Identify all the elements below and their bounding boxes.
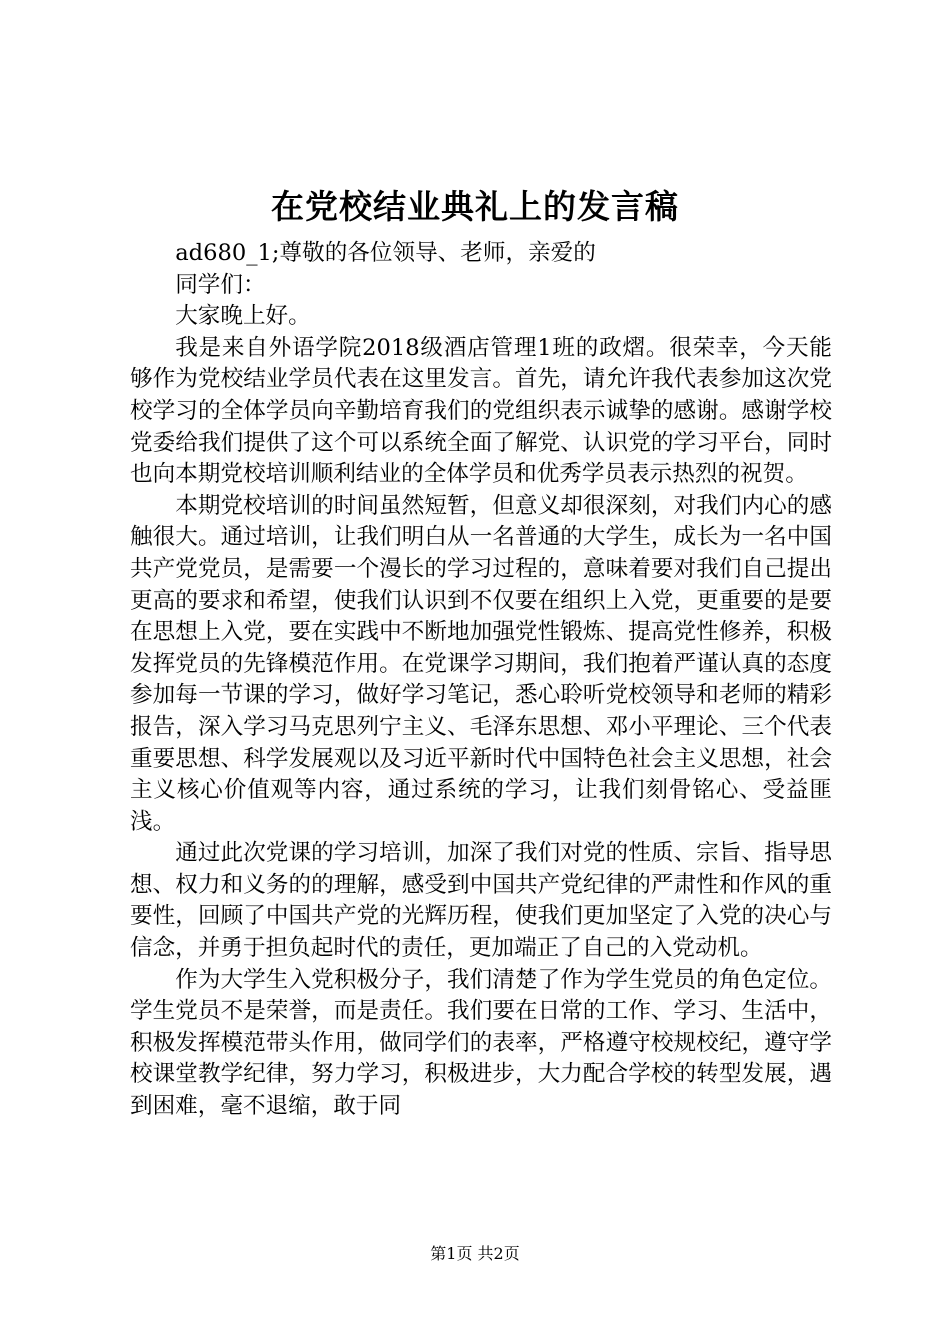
salutation-line-2: 同学们： — [175, 271, 266, 298]
salutation-line-1: ad680_1;尊敬的各位领导、老师，亲爱的 — [175, 240, 596, 266]
body-paragraph: 本期党校培训的时间虽然短暂，但意义却很深刻，对我们内心的感触很大。通过培训，让我们明白从一名普通的大学生，成长为一名中国共产党党员，是需要一个漫长的学习过程的，意味着要对我们自己提出更高的要求和希望，使我们认识到不仅要在组织上入党，更重要的是要在思想上入党，要在实践中不断地加强党性锻炼、提高党性修养，积极发挥党员的先锋模范作用。在党课学习期间，我们抱着严谨认真的态度参加每一节课的学习，做好学习笔记，悉心聆听党校领导和老师的精彩报告，深入学习马克思列宁主义、毛泽东思想、邓小平理论、三个代表重要思想、科学发展观以及习近平新时代中国特色社会主义思想，社会主义核心价值观等内容，通过系统的学习，让我们刻骨铭心、受益匪浅。 — [130, 492, 832, 835]
body-paragraph: 通过此次党课的学习培训，加深了我们对党的性质、宗旨、指导思想、权力和义务的的理解，感受到中国共产党纪律的严肃性和作风的重要性，回顾了中国共产党的光辉历程，使我们更加坚定了入党的决心与信念，并勇于担负起时代的责任，更加端正了自己的入党动机。 — [130, 840, 832, 962]
page-number-footer: 第1页 共2页 — [430, 1244, 520, 1263]
body-paragraph: 作为大学生入党积极分子，我们清楚了作为学生党员的角色定位。学生党员不是荣誉，而是责任。我们要在日常的工作、学习、生活中，积极发挥模范带头作用，做同学们的表率，严格遵守校规校纪，遵守学校课堂教学纪律，努力学习，积极进步，大力配合学校的转型发展，遇到困难，毫不退缩，敢于同 — [130, 966, 832, 1120]
document-title: 在党校结业典礼上的发言稿 — [271, 187, 679, 226]
greeting-line: 大家晚上好。 — [175, 303, 311, 330]
body-paragraph: 我是来自外语学院2018级酒店管理1班的政熠。很荣幸，今天能够作为党校结业学员代表在这里发言。首先，请允许我代表参加这次党校学习的全体学员向辛勤培育我们的党组织表示诚挚的感谢。感谢学校党委给我们提供了这个可以系统全面了解党、认识党的学习平台，同时也向本期党校培训顺利结业的全体学员和优秀学员表示热烈的祝贺。 — [130, 334, 832, 488]
document-body — [130, 238, 832, 1123]
